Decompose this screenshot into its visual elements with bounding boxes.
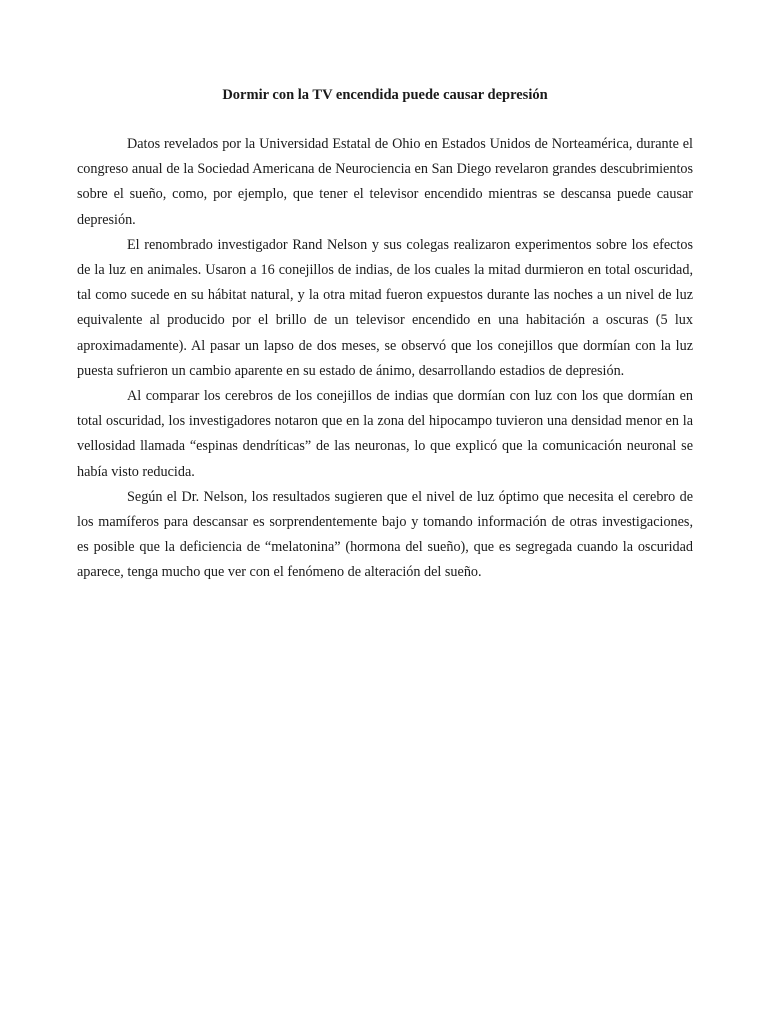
paragraph-intro: Datos revelados por la Universidad Estatal de Ohio en Estados Unidos de Norteamérica, durante el congreso anual de la Sociedad Americana de Neurociencia en San Diego revelaron grandes descubrimientos sobre el sueño, como, por ejemplo, que tener el televisor encendido mientras se descansa puede causar depresión. bbox=[77, 136, 693, 228]
paragraph-findings: Al comparar los cerebros de los conejillos de indias que dormían con luz con los que dormían en total oscuridad, los investigadores notaron que en la zona del hipocampo tuvieron una densidad menor en la vellosidad llamada “espinas dendríticas” de las neuronas, lo que explicó que la comunicación neuronal se había visto reducida. bbox=[77, 388, 693, 480]
document-body bbox=[77, 84, 693, 586]
paragraph-conclusion: Según el Dr. Nelson, los resultados sugieren que el nivel de luz óptimo que necesita el cerebro de los mamíferos para descansar es sorprendentemente bajo y tomando información de otras investigaciones, es posible que la deficiencia de “melatonina” (hormona del sueño), que es segregada cuando la oscuridad aparece, tenga mucho que ver con el fenómeno de alteración del sueño. bbox=[77, 488, 693, 581]
paragraph-experiment: El renombrado investigador Rand Nelson y sus colegas realizaron experimentos sobre los efectos de la luz en animales. Usaron a 16 conejillos de indias, de los cuales la mitad durmieron en total oscuridad, tal como sucede en su hábitat natural, y la otra mitad fueron expuestos durante las noches a un nivel de luz equivalente al producido por el brillo de un televisor encendido en una habitación a oscuras (5 lux aproximadamente). Al pasar un lapso de dos meses, se observó que los conejillos que dormían con la luz puesta sufrieron un cambio aparente en su estado de ánimo, desarrollando estadios de depresión. bbox=[77, 236, 693, 379]
document-title: Dormir con la TV encendida puede causar depresión bbox=[222, 87, 548, 103]
